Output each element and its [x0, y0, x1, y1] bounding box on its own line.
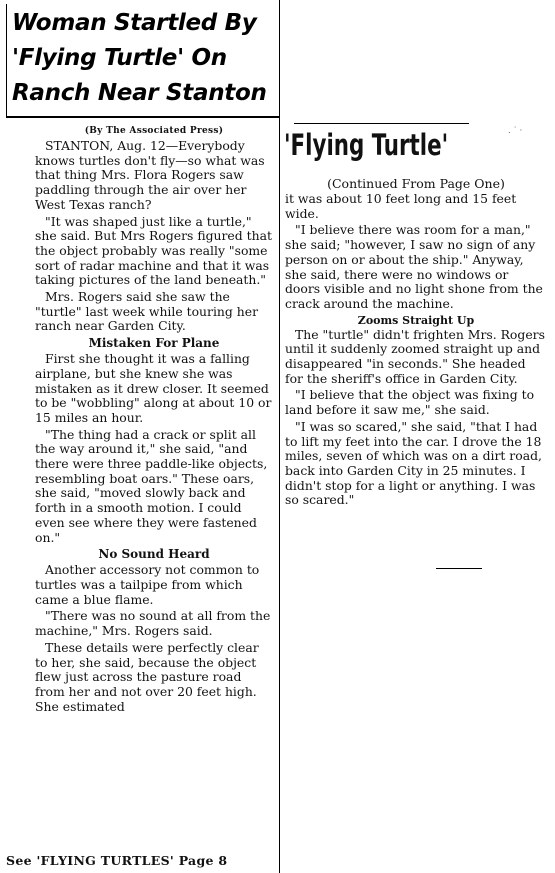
headline-line-2: 'Flying Turtle' On: [12, 45, 227, 71]
paragraph: it was about 10 feet long and 15 feet wide.: [285, 191, 517, 221]
paragraph: These details were perfectly clear to her, she said, because the object flew just across the pasture road from her and not over 20 feet high. She estimated: [35, 639, 259, 714]
paragraph: Another accessory not common to turtles was a tailpipe from which came a blue flame.: [35, 562, 260, 607]
subhead: No Sound Heard: [98, 547, 210, 562]
continuation-title: 'Flying Turtle': [284, 128, 449, 162]
paragraph: First she thought it was a falling airplane, but she knew she was mistaken as it drew closer. It seemed to be "wobbling" along at about 10 or 15 miles an hour.: [35, 351, 272, 425]
paragraph: Mrs. Rogers said she saw the "turtle" last week while touring her ranch near Garden City.: [35, 289, 259, 334]
article-column-2: [285, 176, 547, 510]
print-specks: . ˙ ·: [508, 126, 523, 135]
headline-line-3: Ranch Near Stanton: [12, 80, 267, 106]
subhead: Zooms Straight Up: [357, 313, 475, 327]
paragraph: "I was so scared," she said, "that I had to lift my feet into the car. I drove the 18 miles, seven of which was on a dirt road, back into Garden City in 25 minutes. I didn't stop for a light or anything. I was so scared.": [285, 418, 542, 508]
headline-rule: [6, 116, 279, 118]
left-border: [6, 4, 7, 116]
paragraph: STANTON, Aug. 12—Everybody knows turtles don't fly—so what was that thing Mrs. Flora Rogers saw paddling through the air over her West Texas ranch?: [35, 138, 265, 212]
col2-top-rule: [294, 123, 469, 124]
subhead: Mistaken For Plane: [88, 336, 220, 351]
headline-line-1: Woman Startled By: [12, 10, 257, 36]
headline: [12, 6, 272, 111]
jump-line: See 'FLYING TURTLES' Page 8: [6, 853, 228, 868]
column-divider: [279, 0, 280, 873]
paragraph: "The thing had a crack or split all the way around it," she said, "and there were three paddle-like objects, resembling boat oars." These oars, she said, "moved slowly back and forth in a smooth motion. I could even see where they were fastened on.": [35, 426, 268, 545]
end-rule: [436, 568, 482, 569]
paragraph: "It was shaped just like a turtle," she said. But Mrs Rogers figured that the object probably was really "some sort of radar machine and that it was taking pictures of the land beneath.": [35, 213, 272, 288]
paragraph: "There was no sound at all from the machine," Mrs. Rogers said.: [35, 608, 271, 639]
wire-credit: (By The Associated Press): [84, 126, 224, 136]
continued-from-line: (Continued From Page One): [327, 176, 505, 191]
paragraph: The "turtle" didn't frighten Mrs. Rogers until it suddenly zoomed straight up and disappeared "in seconds." She headed for the sheriff's office in Garden City.: [285, 326, 545, 386]
paragraph: "I believe there was room for a man," she said; "however, I saw no sign of any person on or about the ship." Anyway, she said, there were no windows or doors visible and no light shone from the crack around the machine.: [285, 222, 543, 311]
article-column-1: [35, 126, 273, 716]
paragraph: "I believe that the object was fixing to land before it saw me," she said.: [285, 387, 535, 418]
